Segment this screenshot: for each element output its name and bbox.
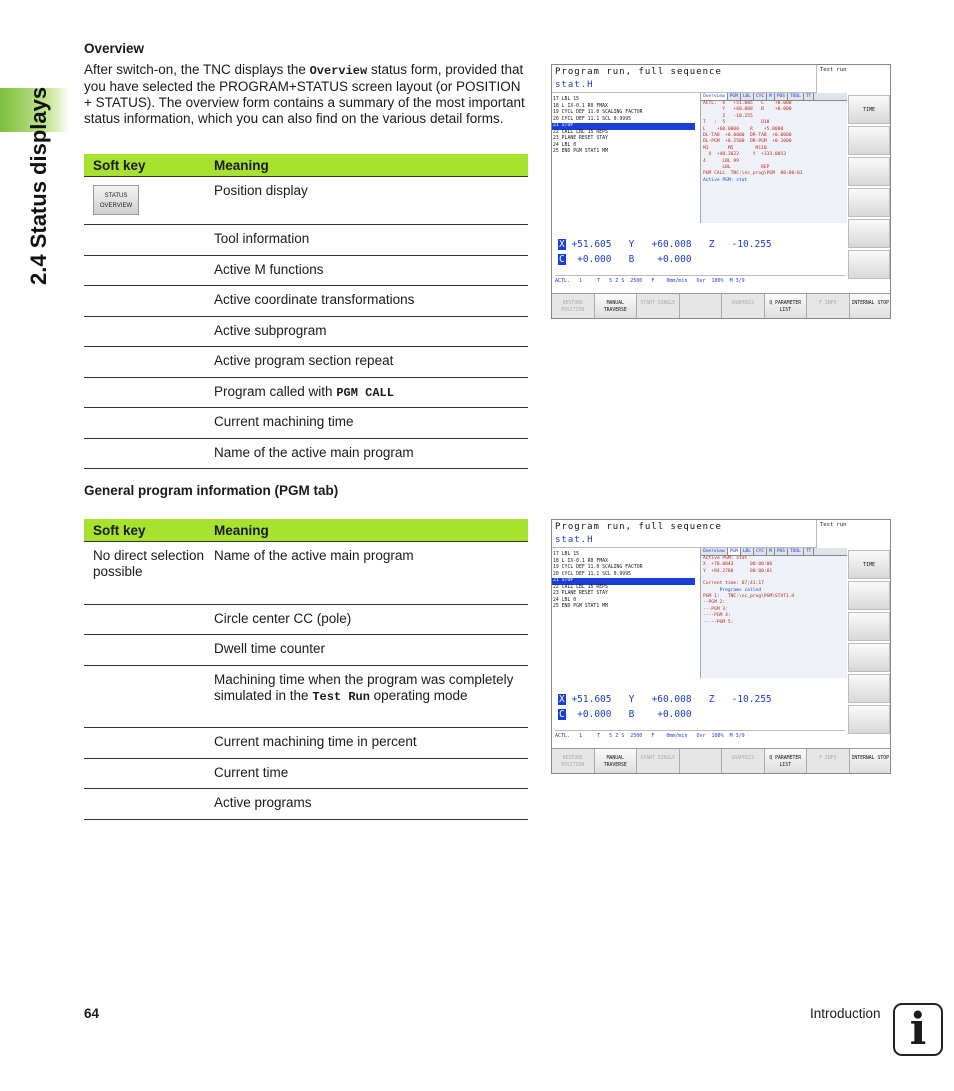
info-icon: i <box>893 1003 943 1056</box>
row-meaning: Circle center CC (pole) <box>205 605 528 635</box>
actl-status-line: ACTL. 1 T 5 Z S 2500 F 0mm/min Ovr 100% M 3/9 <box>555 275 845 284</box>
actl-status-line: ACTL. 1 T 5 Z S 2500 F 0mm/min Ovr 100% M 3/9 <box>555 730 845 739</box>
row-meaning: Active M functions <box>205 256 528 286</box>
row-meaning: Name of the active main program <box>205 439 528 469</box>
row-meaning: Current machining time <box>205 408 528 439</box>
screen-title: Program run, full sequence <box>555 67 722 77</box>
status-panel: Overview PGM LBL CYC M POS TOOL TT ACTL. X +51.605 C +0.000 Y +60.008 B +0.000 Z -10.255 T : 5 D10 L +60.0000 R +5.0000 DL-TAB +0.0000 DR-TAB +0.0000 DL-PGM +0.2500 DR-PGM +0.1000 M3 M5 M110 X +48.3622 Y +133.0053 4 LBL 99 LBL REP PGM CALL TNC:\nc_prog\PGM 00:00:01 Active PGM: stat <box>700 93 847 223</box>
tab-tool[interactable]: TOOL <box>788 548 804 555</box>
time-softkey[interactable]: TIME <box>848 550 890 579</box>
row-meaning: Active coordinate transformations <box>205 286 528 317</box>
tab-tt[interactable]: TT <box>804 93 814 100</box>
chapter-title: 2.4 Status displays <box>26 86 51 285</box>
pgm-heading: General program information (PGM tab) <box>84 483 339 498</box>
tab-cyc[interactable]: CYC <box>754 93 767 100</box>
program-listing: 17 LBL 15 18 L IX-0.1 R0 FMAX 19 CYCL DEF 11.0 SCALING FACTOR 20 CYCL DEF 11.1 SCL 0.9995 21 STOP 22 CALL LBL 15 REPS 23 PLANE RESET STAY 24 LBL 0 25 END PGM STAT1 MM <box>552 97 698 156</box>
pgm-softkey-table <box>84 519 528 820</box>
time-softkey[interactable]: TIME <box>848 95 890 124</box>
tab-pos[interactable]: POS <box>775 93 788 100</box>
row-meaning: Dwell time counter <box>205 635 528 666</box>
row-meaning: Active program section repeat <box>205 347 528 378</box>
position-display: X +51.605 Y +60.008 Z -10.255 C +0.000 B +0.000 <box>559 694 772 720</box>
q-parameter-list-softkey[interactable]: Q PARAMETER LIST <box>765 294 808 319</box>
tab-pos[interactable]: POS <box>775 548 788 555</box>
screen-title: Program run, full sequence <box>555 522 722 532</box>
row-meaning: Active subprogram <box>205 317 528 347</box>
tab-lbl[interactable]: LBL <box>741 93 754 100</box>
row-softkey: No direct selection possible <box>84 542 205 605</box>
tab-overview[interactable]: Overview <box>701 548 728 555</box>
row-meaning: Program called with PGM CALL <box>205 378 528 408</box>
section-name: Introduction <box>810 1006 881 1021</box>
row-meaning: Current time <box>205 759 528 789</box>
tab-tool[interactable]: TOOL <box>788 93 804 100</box>
softkey-row: RESTORE POSITION MANUAL TRAVERSE START SINGLE GRAPHICS Q PARAMETER LIST F INFO INTERNAL STOP <box>552 293 891 319</box>
position-display: X +51.605 Y +60.008 Z -10.255 C +0.000 B +0.000 <box>559 239 772 265</box>
overview-heading: Overview <box>84 41 145 56</box>
overview-softkey-table <box>84 154 528 469</box>
status-panel: Overview PGM LBL CYC M POS TOOL TT Active PGM: stat X +78.0043 00:00:00 Y +84.2780 00:00:01 Current time: 07:41:17 Programs called PGM 1: TNC:\nc_prog\PGM\STAT1.H --PGM 2: ---PGM 3: ----PGM 4: -----PGM 5: <box>700 548 847 678</box>
tab-cyc[interactable]: CYC <box>754 548 767 555</box>
tab-tt[interactable]: TT <box>804 548 814 555</box>
tab-lbl[interactable]: LBL <box>741 548 754 555</box>
tnc-screen-overview <box>551 64 891 319</box>
tab-overview[interactable]: Overview <box>701 93 728 100</box>
internal-stop-softkey[interactable]: INTERNAL STOP <box>850 294 892 319</box>
row-meaning: Position display <box>205 177 528 225</box>
screen-file: stat.H <box>555 535 594 545</box>
test-run-label: Test run <box>816 65 891 93</box>
manual-traverse-softkey[interactable]: MANUAL TRAVERSE <box>595 749 638 774</box>
q-parameter-list-softkey[interactable]: Q PARAMETER LIST <box>765 749 808 774</box>
col-softkey: Soft key <box>84 519 205 542</box>
status-overview-softkey[interactable]: STATUS OVERVIEW <box>93 185 139 215</box>
screen-file: stat.H <box>555 80 594 90</box>
col-meaning: Meaning <box>205 519 528 542</box>
page-number: 64 <box>84 1006 100 1021</box>
overview-paragraph: After switch-on, the TNC displays the Overview status form, provided that you have selected the PROGRAM+STATUS screen layout (or POSITION + STATUS). The overview form contains a summary of the most important status information, which you can also find on the various detail forms. <box>84 62 525 126</box>
program-listing: 17 LBL 15 18 L IX-0.1 R0 FMAX 19 CYCL DEF 11.0 SCALING FACTOR 20 CYCL DEF 11.1 SCL 0.9995 21 STOP 22 CALL LBL 15 REPS 23 PLANE RESET STAY 24 LBL 0 25 END PGM STAT1 MM <box>552 552 698 611</box>
col-meaning: Meaning <box>205 154 528 177</box>
row-meaning: Current machining time in percent <box>205 728 528 759</box>
col-softkey: Soft key <box>84 154 205 177</box>
manual-traverse-softkey[interactable]: MANUAL TRAVERSE <box>595 294 638 319</box>
internal-stop-softkey[interactable]: INTERNAL STOP <box>850 749 892 774</box>
row-meaning: Tool information <box>205 225 528 256</box>
row-meaning: Name of the active main program <box>205 542 528 605</box>
tab-pgm[interactable]: PGM <box>728 548 741 555</box>
tab-m[interactable]: M <box>767 93 775 100</box>
tab-pgm[interactable]: PGM <box>728 93 741 100</box>
row-meaning: Active programs <box>205 789 528 820</box>
tab-m[interactable]: M <box>767 548 775 555</box>
test-run-label: Test run <box>816 520 891 548</box>
row-meaning: Machining time when the program was completely simulated in the Test Run operating mode <box>205 666 528 728</box>
tnc-screen-pgm <box>551 519 891 774</box>
softkey-row: RESTORE POSITION MANUAL TRAVERSE START SINGLE GRAPHICS Q PARAMETER LIST F INFO INTERNAL STOP <box>552 748 891 774</box>
